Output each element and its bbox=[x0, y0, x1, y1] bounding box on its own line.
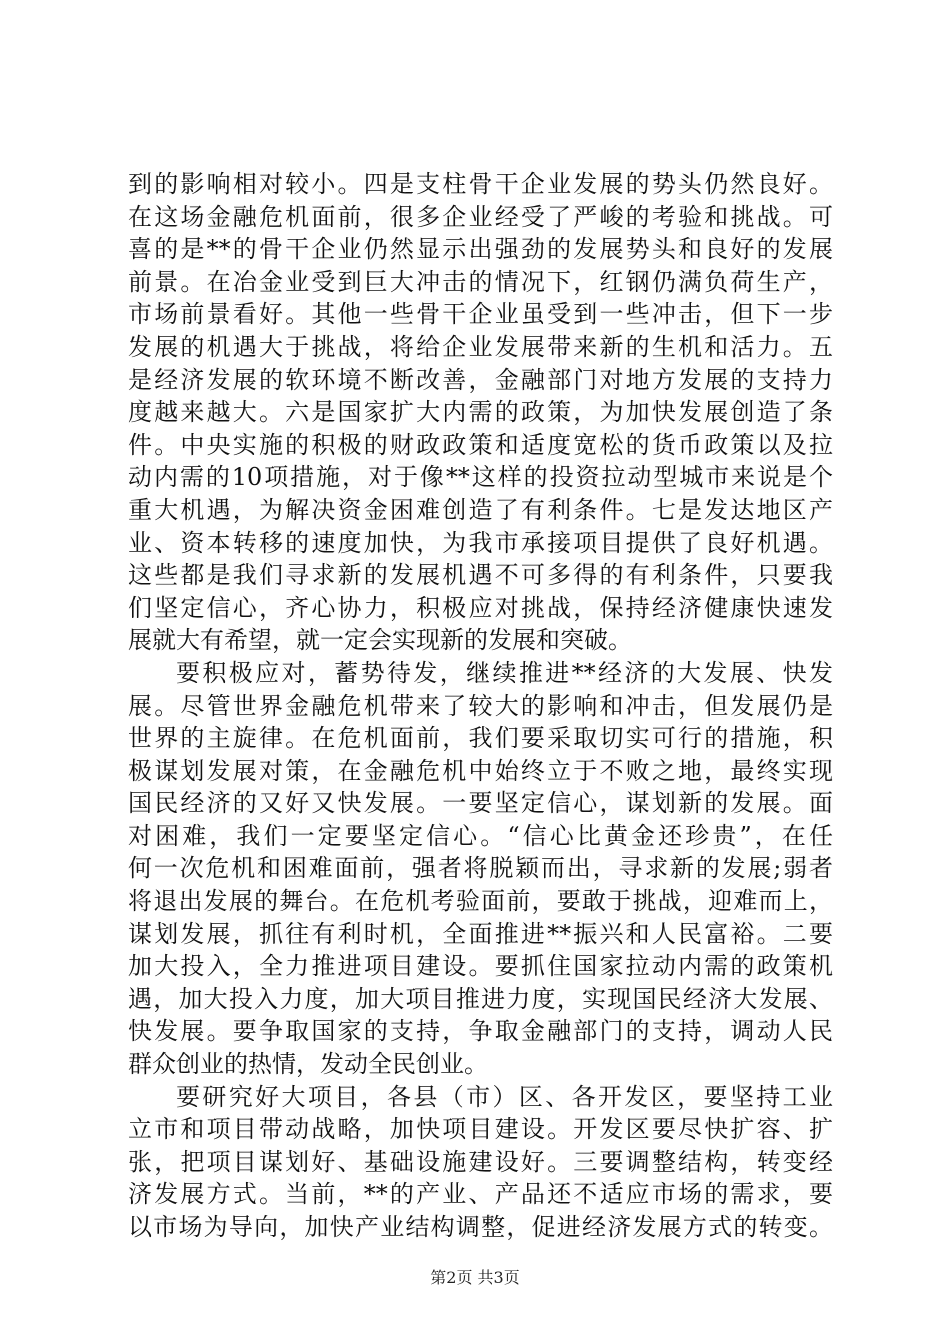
text-line: 以市场为导向，加快产业结构调整，促进经济发展方式的转变。 bbox=[128, 1213, 833, 1241]
text-line: 展就大有希望，就一定会实现新的发展和突破。 bbox=[128, 626, 632, 655]
text-line: 是经济发展的软环境不断改善，金融部门对地方发展的支持力 bbox=[128, 365, 833, 394]
text-line: 到的影响相对较小。四是支柱骨干企业发展的势头仍然良好。 bbox=[128, 170, 833, 198]
text-line: 市场前景看好。其他一些骨干企业虽受到一些冲击，但下一步 bbox=[128, 300, 833, 329]
text-line: 国民经济的又好又快发展。一要坚定信心，谋划新的发展。面 bbox=[128, 789, 833, 818]
text-line: 展。尽管世界金融危机带来了较大的影响和冲击，但发展仍是 bbox=[128, 691, 833, 720]
text-line: 谋划发展，抓往有利时机，全面推进**振兴和人民富裕。二要 bbox=[128, 919, 833, 948]
text-line: 极谋划发展对策，在金融危机中始终立于不败之地，最终实现 bbox=[128, 756, 833, 785]
document-body bbox=[128, 168, 833, 1244]
text-line: 在这场金融危机面前，很多企业经受了严峻的考验和挑战。可 bbox=[128, 202, 833, 231]
text-line: 立市和项目带动战略，加快项目建设。开发区要尽快扩容、扩 bbox=[128, 1115, 833, 1144]
text-line: 张，把项目谋划好、基础设施建设好。三要调整结构，转变经 bbox=[128, 1147, 833, 1176]
text-line: 们坚定信心，齐心协力，积极应对挑战，保持经济健康快速发 bbox=[128, 593, 833, 622]
paragraph-first-line: 要研究好大项目，各县（市）区、各开发区，要坚持工业 bbox=[176, 1082, 833, 1111]
text-line: 动内需的10项措施，对于像**这样的投资拉动型城市来说是个 bbox=[128, 463, 833, 492]
text-line: 群众创业的热情，发动全民创业。 bbox=[128, 1050, 488, 1079]
text-line: 加大投入，全力推进项目建设。要抓住国家拉动内需的政策机 bbox=[128, 952, 833, 981]
text-line: 发展的机遇大于挑战，将给企业发展带来新的生机和活力。五 bbox=[128, 332, 833, 361]
text-line: 快发展。要争取国家的支持，争取金融部门的支持，调动人民 bbox=[128, 1017, 833, 1046]
text-line: 喜的是**的骨干企业仍然显示出强劲的发展势头和良好的发展 bbox=[128, 235, 833, 264]
text-line: 度越来越大。六是国家扩大内需的政策，为加快发展创造了条 bbox=[128, 398, 833, 427]
text-line: 这些都是我们寻求新的发展机遇不可多得的有利条件，只要我 bbox=[128, 561, 833, 590]
text-line: 济发展方式。当前，**的产业、产品还不适应市场的需求，要 bbox=[128, 1180, 833, 1209]
text-line: 业、资本转移的速度加快，为我市承接项目提供了良好机遇。 bbox=[128, 528, 833, 557]
text-line: 前景。在冶金业受到巨大冲击的情况下，红钢仍满负荷生产， bbox=[128, 267, 833, 296]
text-line: 件。中央实施的积极的财政政策和适度宽松的货币政策以及拉 bbox=[128, 430, 833, 459]
text-line: 何一次危机和困难面前，强者将脱颖而出，寻求新的发展;弱者 bbox=[128, 854, 833, 883]
text-line: 重大机遇，为解决资金困难创造了有利条件。七是发达地区产 bbox=[128, 495, 833, 524]
page-number-footer: 第2页 共3页 bbox=[430, 1268, 520, 1287]
text-line: 对困难，我们一定要坚定信心。“信心比黄金还珍贵”，在任 bbox=[128, 821, 833, 850]
text-line: 将退出发展的舞台。在危机考验面前，要敢于挑战，迎难而上， bbox=[128, 887, 833, 916]
paragraph-first-line: 要积极应对，蓄势待发，继续推进**经济的大发展、快发 bbox=[176, 658, 833, 687]
text-line: 遇，加大投入力度，加大项目推进力度，实现国民经济大发展、 bbox=[128, 984, 833, 1013]
text-line: 世界的主旋律。在危机面前，我们要采取切实可行的措施，积 bbox=[128, 724, 833, 753]
